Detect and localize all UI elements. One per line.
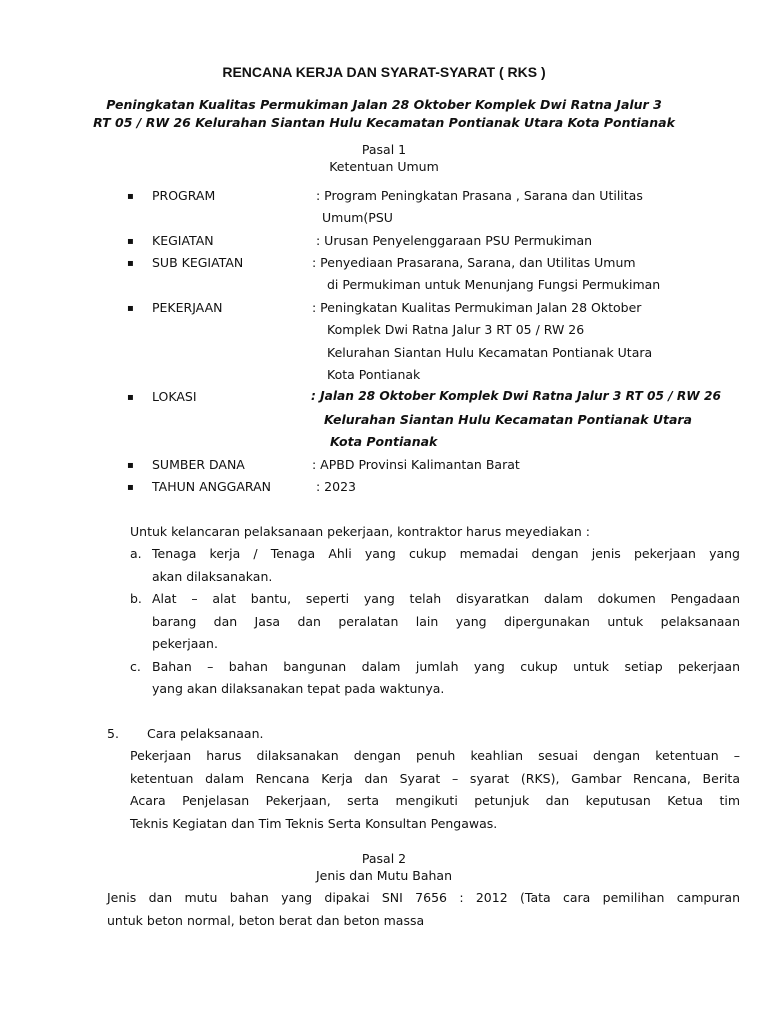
list-item-c-line-2: yang akan dilaksanakan tepat pada waktunya. xyxy=(152,681,445,696)
intro-text: Untuk kelancaran pelaksanaan pekerjaan, kontraktor harus meyediakan : xyxy=(130,524,590,539)
section-5-line-2: ketentuan dalam Rencana Kerja dan Syarat – syarat (RKS), Gambar Rencana, Berita xyxy=(130,771,740,786)
list-item-a-line-1: Tenaga kerja / Tenaga Ahli yang cukup memadai dengan jenis pekerjaan yang xyxy=(152,546,740,561)
item-value-cont: Kelurahan Siantan Hulu Kecamatan Pontianak Utara xyxy=(327,345,653,360)
item-pekerjaan xyxy=(0,300,768,322)
section-5-line-4: Teknis Kegiatan dan Tim Teknis Serta Konsultan Pengawas. xyxy=(130,816,498,831)
item-value-cont: Kota Pontianak xyxy=(327,367,421,382)
item-lokasi-cont-2 xyxy=(0,434,768,456)
item-value: : Penyediaan Prasarana, Sarana, dan Utilitas Umum xyxy=(312,255,636,270)
item-label: PROGRAM xyxy=(152,188,216,203)
list-item-a-line-2: akan dilaksanakan. xyxy=(152,569,273,584)
bullet-icon: ▪ xyxy=(127,482,134,493)
item-value: : Urusan Penyelenggaraan PSU Permukiman xyxy=(316,233,593,248)
section-5-line-1: Pekerjaan harus dilaksanakan dengan penuh keahlian sesuai dengan ketentuan – xyxy=(130,748,740,763)
bullet-icon: ▪ xyxy=(127,460,134,471)
item-label: LOKASI xyxy=(152,389,197,404)
item-label: PEKERJAAN xyxy=(152,300,223,315)
section-5-title: Cara pelaksanaan. xyxy=(147,726,264,741)
item-lokasi-cont-1 xyxy=(0,412,768,434)
item-pekerjaan-cont-2 xyxy=(0,345,768,367)
pasal-2-heading: Pasal 2 xyxy=(361,851,407,866)
section-5-marker: 5. xyxy=(107,726,119,741)
item-pekerjaan-cont-1 xyxy=(0,322,768,344)
bullet-icon: ▪ xyxy=(127,236,134,247)
section-5-line-3: Acara Penjelasan Pekerjaan, serta mengikuti petunjuk dan keputusan Ketua tim xyxy=(130,793,740,808)
item-value-cont: Kelurahan Siantan Hulu Kecamatan Pontianak Utara xyxy=(324,412,692,427)
item-kegiatan xyxy=(0,233,768,255)
item-tahun-anggaran xyxy=(0,479,768,501)
item-value-cont: Kota Pontianak xyxy=(330,434,438,449)
item-lokasi xyxy=(0,389,768,411)
list-item-b-line-3: pekerjaan. xyxy=(152,636,218,651)
list-marker-c: c. xyxy=(130,659,141,674)
pasal-2-line-2: untuk beton normal, beton berat dan beton massa xyxy=(107,913,425,928)
list-marker-b: b. xyxy=(130,591,142,606)
bullet-icon: ▪ xyxy=(127,303,134,314)
item-program xyxy=(0,188,768,210)
item-sumber-dana xyxy=(0,457,768,479)
item-sub-kegiatan-cont xyxy=(0,277,768,299)
bullet-icon: ▪ xyxy=(127,392,134,403)
bullet-icon: ▪ xyxy=(127,191,134,202)
item-value-cont: Umum(PSU xyxy=(322,210,393,225)
item-label: KEGIATAN xyxy=(152,233,214,248)
list-item-c-line-1: Bahan – bahan bangunan dalam jumlah yang cukup untuk setiap pekerjaan xyxy=(152,659,740,674)
list-item-b-line-2: barang dan Jasa dan peralatan lain yang dipergunakan untuk pelaksanaan xyxy=(152,614,740,629)
item-pekerjaan-cont-3 xyxy=(0,367,768,389)
document-subtitle-line-1: Peningkatan Kualitas Permukiman Jalan 28 Oktober Komplek Dwi Ratna Jalur 3 xyxy=(106,97,662,112)
pasal-2-line-1: Jenis dan mutu bahan yang dipakai SNI 7656 : 2012 (Tata cara pemilihan campuran xyxy=(107,890,740,905)
pasal-2-title: Jenis dan Mutu Bahan xyxy=(316,868,452,883)
list-item-b-line-1: Alat – alat bantu, seperti yang telah disyaratkan dalam dokumen Pengadaan xyxy=(152,591,740,606)
item-value: : Peningkatan Kualitas Permukiman Jalan 28 Oktober xyxy=(312,300,642,315)
bullet-icon: ▪ xyxy=(127,258,134,269)
item-value: : Jalan 28 Oktober Komplek Dwi Ratna Jalur 3 RT 05 / RW 26 xyxy=(311,389,721,403)
item-value: : 2023 xyxy=(316,479,356,494)
item-label: SUB KEGIATAN xyxy=(152,255,244,270)
item-label: TAHUN ANGGARAN xyxy=(152,479,271,494)
item-value: : APBD Provinsi Kalimantan Barat xyxy=(312,457,520,472)
item-value-cont: Komplek Dwi Ratna Jalur 3 RT 05 / RW 26 xyxy=(327,322,585,337)
document-title: RENCANA KERJA DAN SYARAT-SYARAT ( RKS ) xyxy=(222,64,546,80)
item-label: SUMBER DANA xyxy=(152,457,245,472)
pasal-1-title: Ketentuan Umum xyxy=(329,159,439,174)
item-program-cont xyxy=(0,210,768,232)
item-value: : Program Peningkatan Prasana , Sarana dan Utilitas xyxy=(316,188,643,203)
document-subtitle-line-2: RT 05 / RW 26 Kelurahan Siantan Hulu Kecamatan Pontianak Utara Kota Pontianak xyxy=(93,115,675,130)
list-marker-a: a. xyxy=(130,546,142,561)
item-sub-kegiatan xyxy=(0,255,768,277)
pasal-1-heading: Pasal 1 xyxy=(361,142,407,157)
item-value-cont: di Permukiman untuk Menunjang Fungsi Permukiman xyxy=(327,277,661,292)
